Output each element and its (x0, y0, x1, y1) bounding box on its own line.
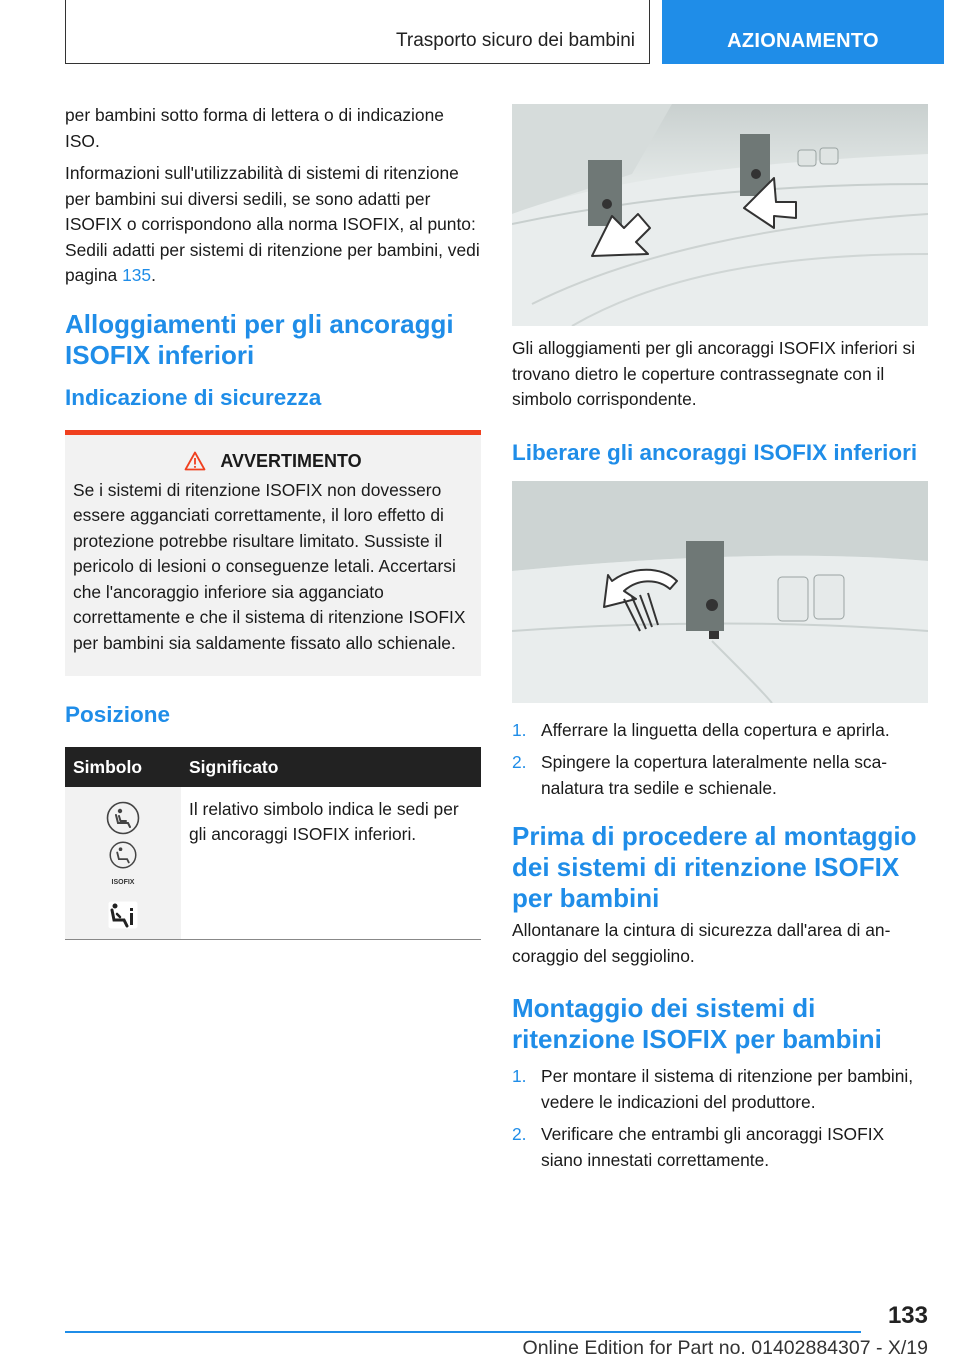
footer-edition: Online Edition for Part no. 01402884307 - X/19 (522, 1337, 928, 1359)
header-chapter-tab[interactable] (662, 0, 944, 64)
step-text: Per montare il sistema di ritenzione per bambini, vedere le indicazioni del produttore. (541, 1066, 914, 1112)
step-text: Verificare che entrambi gli ancoraggi ISOFIX siano innestati correttamente. (541, 1124, 885, 1170)
heading-release: Liberare gli ancoraggi ISOFIX inferiori (512, 439, 918, 465)
intro-paragraph-2-end: . (151, 265, 156, 285)
symbol-table (65, 747, 481, 940)
table-header-symbol: Simbolo (65, 747, 181, 787)
list-item (512, 718, 928, 744)
list-item (512, 750, 928, 801)
isofix-label: ISOFIX (111, 879, 135, 886)
isofix-seat-icon (106, 801, 140, 835)
footer-divider (65, 1331, 861, 1333)
header-section-title: Trasporto sicuro dei bambini (395, 30, 635, 51)
warning-title: AVVERTIMENTO (220, 450, 362, 471)
warning-header (73, 451, 473, 472)
mount-steps-list (512, 1064, 928, 1173)
isofix-seat-small-icon (109, 841, 137, 869)
warning-triangle-icon (184, 451, 206, 471)
isofix-info-icon (108, 901, 138, 929)
list-item (512, 1122, 928, 1173)
step-number: 1. (512, 1066, 527, 1086)
heading-position: Posizione (65, 702, 171, 727)
before-mounting-text: Allontanare la cintura di sicurezza dall'area di ancoraggio del seggiolino. (512, 920, 891, 966)
heading-before-mounting: Prima di procedere al montaggio dei sistemi di ritenzione ISOFIX per bambini (512, 821, 917, 913)
step-number: 2. (512, 752, 527, 772)
step-number: 2. (512, 1124, 527, 1144)
warning-text: Se i sistemi di ritenzione ISOFIX non dovessero essere agganciati correttamente, il loro effetto di protezione potrebbe risultare limitato. Sussiste il pericolo di lesioni o conseguenze letali. Accertarsi che l'ancoraggio inferiore sia agganciato correttamente e che il sistema di ritenzione ISOFIX per bambini sia saldamente fissato allo schienale. (73, 479, 466, 653)
page-link-135[interactable]: 135 (122, 265, 152, 285)
heading-mounting: Montaggio dei sistemi di ritenzione ISOFIX per bambini (512, 993, 882, 1054)
header-chapter-title: AZIONAMENTO (727, 30, 879, 52)
header-section-box (65, 0, 650, 64)
right-column (512, 104, 928, 1180)
step-number: 1. (512, 719, 527, 740)
step-text: Spingere la copertura lateralmente nella scanalatura tra sedile e schienale. (541, 752, 888, 798)
photo-release-cover (512, 481, 928, 703)
intro-paragraph-2-text: Informazioni sull'utilizzabilità di sistemi di ritenzione per bambini sui diversi sedili, se sono adatti per ISOFIX o corrispondono alla norma ISOFIX, al punto: Sedili adatti per sistemi di ritenzione per bambini, vedi pagina (65, 163, 480, 285)
left-column (65, 103, 481, 940)
photo1-caption: Gli alloggiamenti per gli ancoraggi ISOFIX inferiori si trovano dietro le coperture contrassegnate con il simbolo corrispondente. (512, 338, 916, 409)
heading-safety: Indicazione di sicurezza (65, 384, 322, 410)
release-steps-list (512, 718, 928, 802)
intro-paragraph-1: per bambini sotto forma di lettera o di indicazione ISO. (65, 105, 444, 151)
warning-box (65, 430, 481, 677)
step-text: Afferrare la linguetta della copertura e aprirla. (541, 719, 890, 740)
meaning-cell: Il relativo simbolo indica le sedi per gli ancoraggi ISOFIX inferiori. (189, 799, 459, 844)
symbol-cell (65, 787, 181, 940)
table-header-meaning: Significato (181, 747, 481, 787)
heading-anchorages: Alloggiamenti per gli ancoraggi ISOFIX inferiori (65, 308, 454, 370)
list-item (512, 1064, 928, 1115)
intro-paragraph-2 (65, 161, 481, 289)
page-number: 133 (887, 1302, 928, 1329)
table-row (65, 787, 481, 940)
photo-isofix-covers (512, 104, 928, 326)
